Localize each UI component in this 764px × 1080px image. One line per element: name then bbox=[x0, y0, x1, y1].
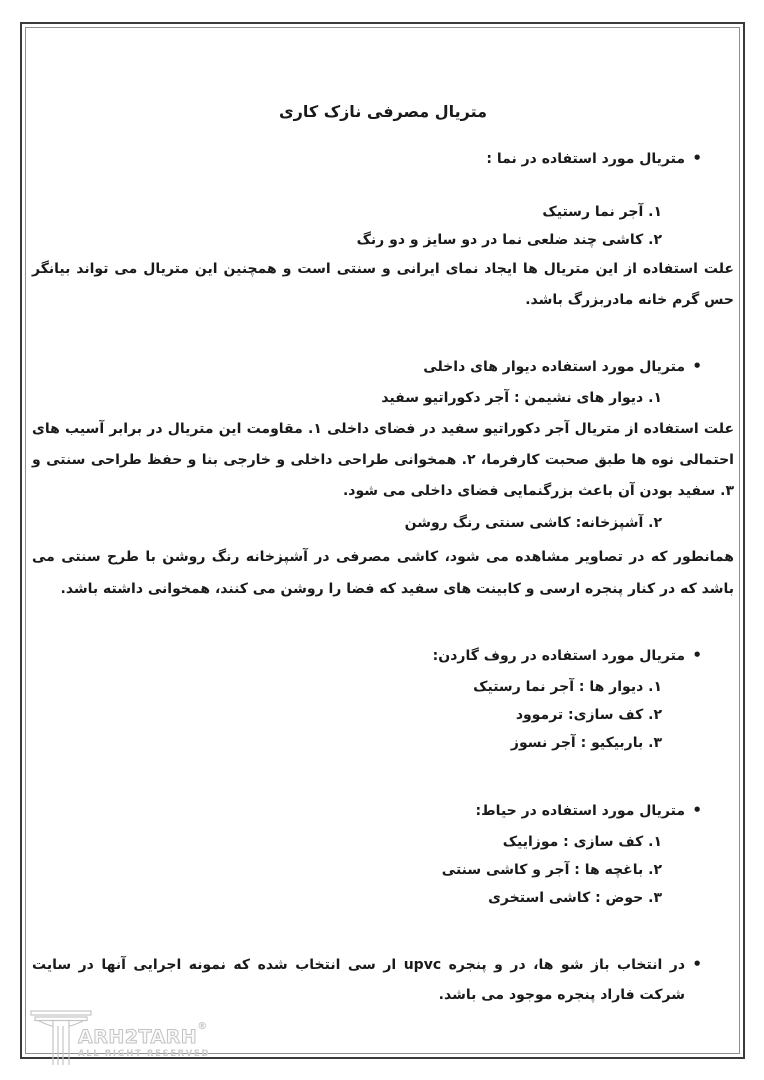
list-item: ۲. باغچه ها : آجر و کاشی سنتی bbox=[441, 862, 662, 878]
section-paragraph: علت استفاده از متریال آجر دکوراتیو سفید در فضای داخلی ۱. مقاومت این متریال در برابر آسیب های احتمالی نوه ها طبق صحبت کارفرما، ۲. همخوانی طراحی داخلی و خارجی بنا و حفظ طراحی سنتی و ۳. سفید بودن آن باعث بزرگنمایی فضای داخلی می شود. bbox=[32, 421, 735, 499]
bullet-icon: • bbox=[692, 646, 702, 664]
section-heading-text: متریال مورد استفاده دیوار های داخلی bbox=[423, 359, 685, 375]
section-heading-interior-walls bbox=[32, 356, 702, 378]
list-item: ۳. باربیکیو : آجر نسوز bbox=[510, 735, 662, 751]
bullet-icon: • bbox=[692, 801, 702, 819]
section-paragraph: همانطور که در تصاویر مشاهده می شود، کاشی مصرفی در آشپزخانه رنگ روشن با طرح سنتی می باشد که در کنار پنجره ارسی و کابینت های سفید که فضا را روشن می کنند، همخوانی داشته باشد. bbox=[32, 549, 734, 597]
bullet-icon: • bbox=[692, 955, 702, 973]
facade-items-list bbox=[32, 198, 662, 254]
watermark-brand: ARH2TARH bbox=[78, 1026, 198, 1048]
list-item: ۲. کاشی چند ضلعی نما در دو سایز و دو رنگ bbox=[356, 232, 662, 248]
registered-mark-icon: ® bbox=[197, 1021, 208, 1032]
list-item: ۲. آشپزخانه: کاشی سنتی رنگ روشن bbox=[404, 515, 662, 531]
list-item: ۱. دیوار های نشیمن : آجر دکوراتیو سفید bbox=[381, 390, 662, 406]
section-heading-openings bbox=[32, 950, 702, 1010]
section-heading-yard bbox=[32, 800, 702, 822]
section-heading-text: متریال مورد استفاده در حیاط: bbox=[475, 803, 685, 819]
list-item: ۱. دیوار ها : آجر نما رستیک bbox=[473, 679, 662, 695]
section-heading-text: متریال مورد استفاده در روف گاردن: bbox=[432, 648, 685, 664]
page-title: متریال مصرفی نازک کاری bbox=[278, 102, 488, 121]
list-item: ۱. کف سازی : موزاییک bbox=[502, 834, 662, 850]
list-item: ۱. آجر نما رستیک bbox=[542, 204, 662, 220]
bullet-icon: • bbox=[692, 149, 702, 167]
section-paragraph: علت استفاده از این متریال ها ایجاد نمای ایرانی و سنتی است و همچنین این متریال می تواند بیانگر حس گرم خانه مادربزرگ باشد. bbox=[32, 261, 734, 308]
document-body bbox=[32, 100, 734, 1010]
yard-items-list bbox=[32, 828, 662, 912]
bullet-icon: • bbox=[692, 357, 702, 375]
watermark-tagline: ALL RIGHT RESERVED bbox=[78, 1049, 210, 1059]
watermark-text bbox=[78, 1021, 210, 1059]
interior-item-living-room bbox=[32, 384, 662, 412]
section-heading-facade bbox=[32, 148, 702, 170]
section-heading-text: در انتخاب باز شو ها، در و پنجره upvc ار سی انتخاب شده که نمونه اجرایی آنها در سایت شرکت فاراد پنجره موجود می باشد. bbox=[32, 957, 685, 1003]
interior-item-kitchen bbox=[32, 509, 662, 537]
list-item: ۳. حوض : کاشی استخری bbox=[488, 890, 662, 906]
roof-garden-items-list bbox=[32, 673, 662, 757]
list-item: ۲. کف سازی: ترموود bbox=[515, 707, 662, 723]
section-heading-roof-garden bbox=[32, 645, 702, 667]
tarh2tarh-watermark bbox=[30, 1010, 210, 1066]
section-heading-text: متریال مورد استفاده در نما : bbox=[486, 151, 685, 167]
